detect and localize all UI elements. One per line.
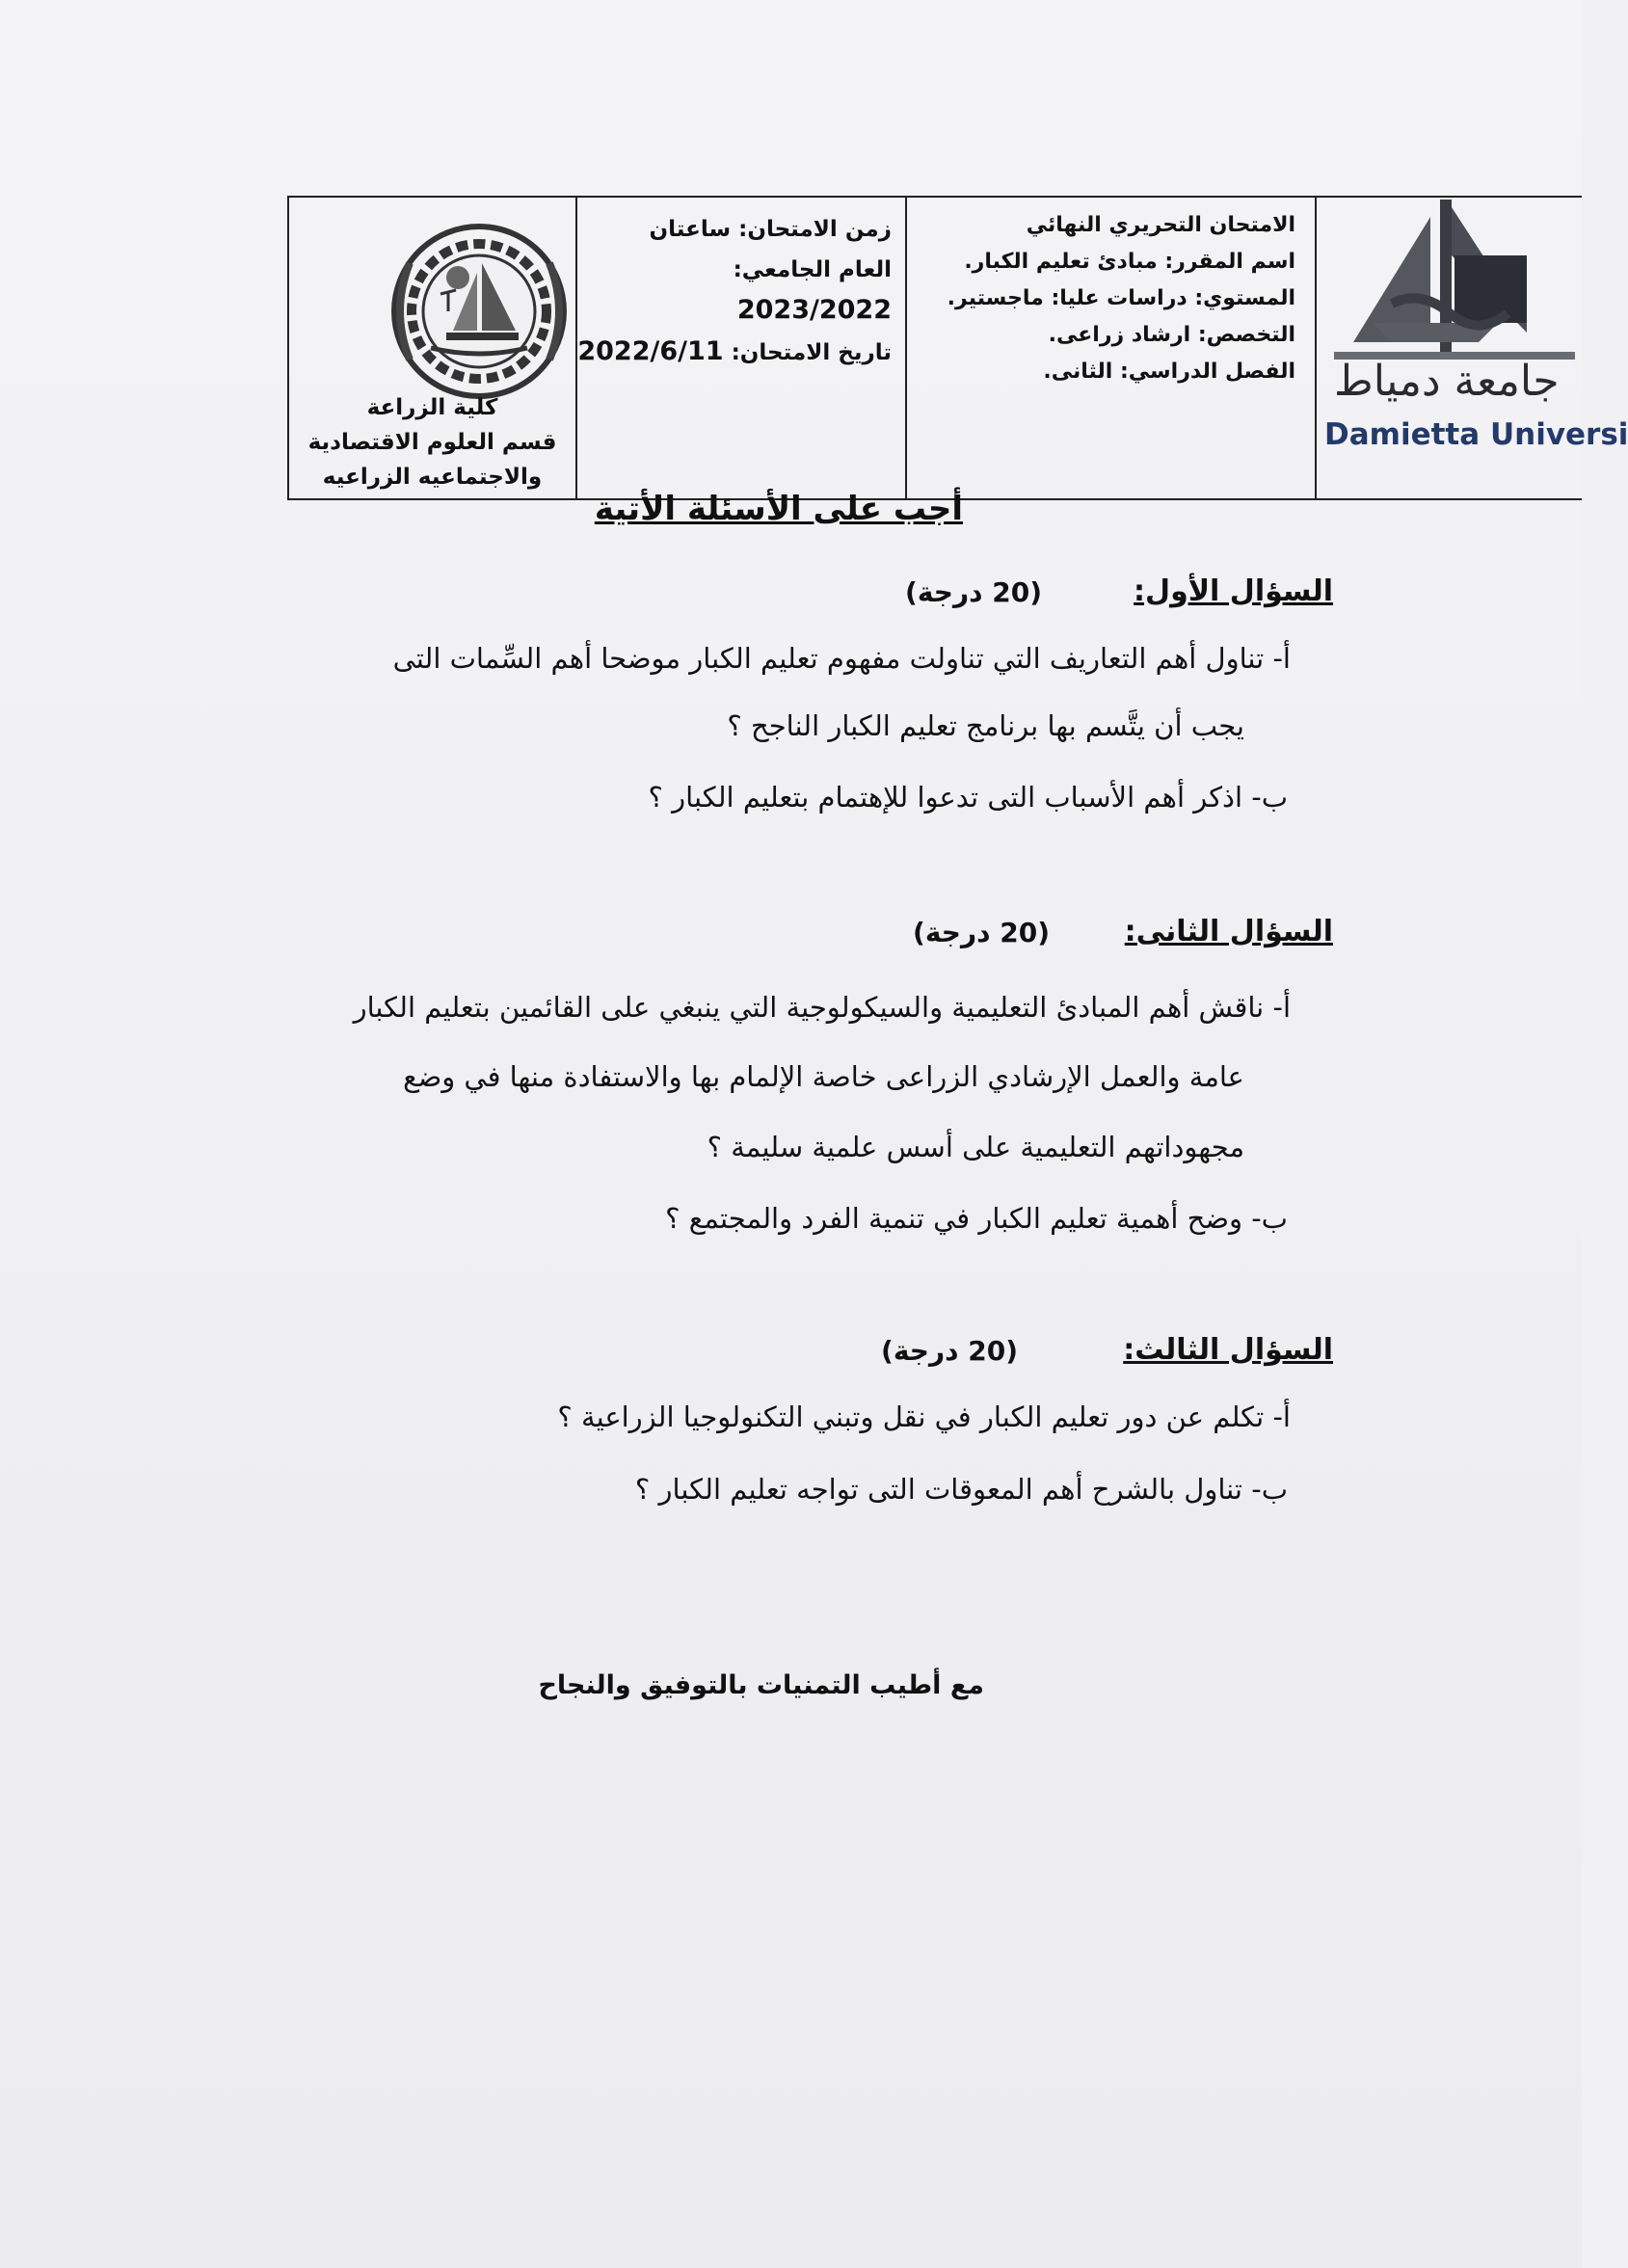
semester: الفصل الدراسي: الثانى. (1043, 360, 1295, 384)
question-3-item-a: أ- تكلم عن دور تعليم الكبار في نقل وتبني التكنولوجيا الزراعية ؟ (557, 1401, 1291, 1433)
exam-info-cell (907, 198, 1317, 498)
university-name-arabic: جامعة دمياط (1334, 357, 1560, 406)
question-2-marks: (20 درجة) (913, 917, 1050, 948)
question-2-item-b: ب- وضح أهمية تعليم الكبار في تنمية الفرد والمجتمع ؟ (665, 1202, 1288, 1235)
course-name: اسم المقرر: مبادئ تعليم الكبار. (964, 250, 1295, 274)
question-1-marks: (20 درجة) (905, 576, 1042, 608)
instructions-title: أجب على الأسئلة الأتية (594, 490, 963, 528)
question-1-title: السؤال الأول: (1134, 574, 1333, 608)
question-1-item-b: ب- اذكر أهم الأسباب التى تدعوا للإهتمام بتعليم الكبار ؟ (648, 781, 1288, 814)
question-2-title: السؤال الثانى: (1124, 915, 1333, 948)
university-name-english: Damietta Universi (1324, 417, 1628, 452)
faculty-name: كلية الزراعة (366, 395, 498, 420)
question-3-item-b: ب- تناول بالشرح أهم المعوقات التى تواجه تعليم الكبار ؟ (634, 1473, 1288, 1506)
faculty-seal-cell (289, 198, 577, 498)
exam-date-value: 2022/6/11 (577, 336, 724, 366)
faculty-caption (289, 390, 575, 494)
question-1-item-a-line1: أ- تناول أهم التعاريف التي تناولت مفهوم تعليم الكبار موضحا أهم السِّمات التى (392, 642, 1291, 675)
question-2-item-a-line2: عامة والعمل الإرشادي الزراعى خاصة الإلمام بها والاستفادة منها في وضع (403, 1060, 1244, 1093)
exam-header-table (287, 196, 1628, 500)
closing-wish: مع أطيب التمنيات بالتوفيق والنجاح (538, 1670, 984, 1700)
exam-time-lines (577, 198, 905, 373)
department-name-line1: قسم العلوم الاقتصادية (307, 430, 557, 455)
exam-date-label: تاريخ الامتحان: (731, 340, 892, 365)
department-name-line2: والاجتماعيه الزراعيه (322, 465, 543, 490)
university-logo-icon (1334, 198, 1575, 361)
exam-date (577, 332, 892, 373)
university-logo-cell (1317, 198, 1628, 498)
exam-duration: زمن الامتحان: ساعتان (649, 217, 892, 242)
question-1-item-a-line2: يجب أن يتَّسم بها برنامج تعليم الكبار الناجح ؟ (727, 709, 1244, 742)
question-2-item-a-line3: مجهوداتهم التعليمية على أسس علمية سليمة ؟ (707, 1131, 1244, 1163)
exam-type: الامتحان التحريري النهائي (1026, 213, 1295, 237)
academic-year-value: 2023/2022 (736, 295, 892, 325)
specialization: التخصص: ارشاد زراعى. (1048, 323, 1295, 347)
academic-year (577, 250, 892, 332)
academic-year-label: العام الجامعي: (733, 257, 892, 282)
study-level: المستوي: دراسات عليا: ماجستير. (947, 286, 1295, 310)
question-3-title: السؤال الثالث: (1123, 1333, 1333, 1367)
question-2-item-a-line1: أ- ناقش أهم المبادئ التعليمية والسيكولوجية التي ينبغي على القائمين بتعليم الكبار (353, 991, 1291, 1024)
faculty-seal-icon (371, 215, 588, 408)
exam-info-lines (907, 198, 1315, 390)
exam-time-cell (577, 198, 907, 498)
question-3-marks: (20 درجة) (881, 1335, 1018, 1367)
